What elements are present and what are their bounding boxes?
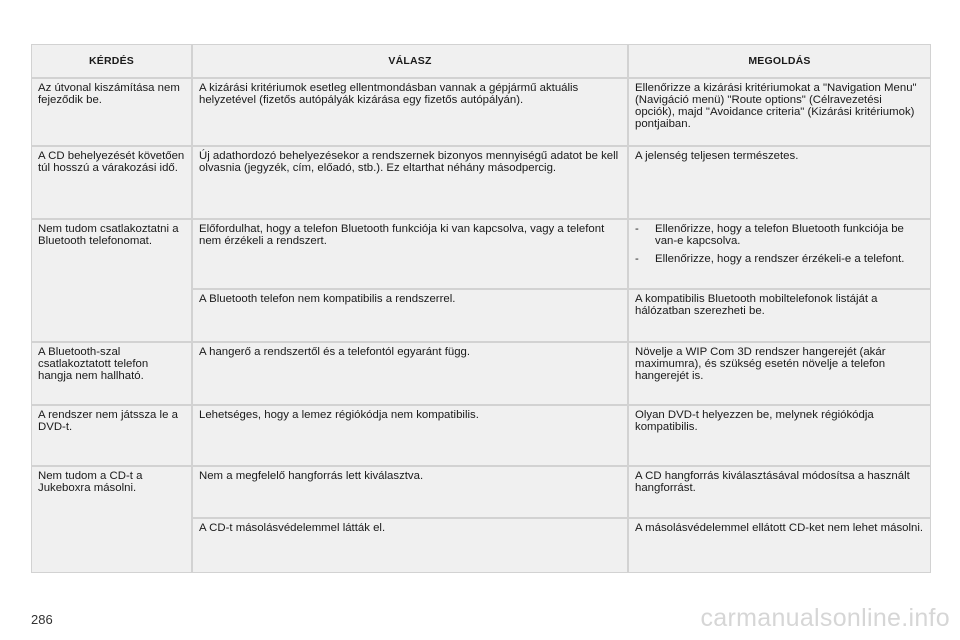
answer-cell: A Bluetooth telefon nem kompatibilis a rendszerrel. (192, 289, 628, 342)
solution-bullet-list (635, 223, 924, 265)
solution-cell: A CD hangforrás kiválasztásával módosítsa a használt hangforrást. (628, 466, 931, 518)
table-row (31, 342, 931, 405)
solution-cell (628, 219, 931, 289)
answer-cell: A CD-t másolásvédelemmel látták el. (192, 518, 628, 573)
list-item (635, 223, 924, 247)
bullet-text: Ellenőrizze, hogy a telefon Bluetooth funkciója be van-e kapcsolva. (655, 223, 904, 247)
question-cell: A CD behelyezését követően túl hosszú a várakozási idő. (31, 146, 192, 219)
answer-cell: Új adathordozó behelyezésekor a rendszernek bizonyos mennyiségű adatot be kell olvasnia (jegyzék, cím, előadó, stb.). Ez eltarthat néhány másodpercig. (192, 146, 628, 219)
watermark: carmanualsonline.info (700, 604, 950, 632)
question-cell: A rendszer nem játssza le a DVD-t. (31, 405, 192, 466)
list-item (635, 253, 924, 265)
header-solution: MEGOLDÁS (628, 44, 931, 78)
solution-cell: Ellenőrizze a kizárási kritériumokat a "Navigation Menu" (Navigáció menü) "Route options" (Célravezetési opciók), majd "Avoidance criteria" (Kizárási kritériumok) pontjaiban. (628, 78, 931, 146)
table-row (31, 405, 931, 466)
bullet-text: Ellenőrizze, hogy a rendszer érzékeli-e a telefont. (655, 253, 905, 265)
table-row (31, 219, 931, 289)
question-cell: Nem tudom csatlakoztatni a Bluetooth telefonomat. (31, 219, 192, 342)
answer-cell: Előfordulhat, hogy a telefon Bluetooth funkciója ki van kapcsolva, vagy a telefont nem érzékeli a rendszert. (192, 219, 628, 289)
solution-cell: Olyan DVD-t helyezzen be, melynek régiókódja kompatibilis. (628, 405, 931, 466)
solution-cell: A kompatibilis Bluetooth mobiltelefonok listáját a hálózatban szerezheti be. (628, 289, 931, 342)
solution-cell: Növelje a WIP Com 3D rendszer hangerejét (akár maximumra), és szükség esetén növelje a telefon hangerejét is. (628, 342, 931, 405)
header-question: KÉRDÉS (31, 44, 192, 78)
page-number: 286 (31, 612, 53, 627)
table-header-row (31, 44, 931, 78)
faq-table (31, 44, 931, 573)
bullet-dash: - (635, 253, 639, 265)
answer-cell: Lehetséges, hogy a lemez régiókódja nem kompatibilis. (192, 405, 628, 466)
question-cell: Az útvonal kiszámítása nem fejeződik be. (31, 78, 192, 146)
answer-cell: A kizárási kritériumok esetleg ellentmondásban vannak a gépjármű aktuális helyzetével (fizetős autópályák kizárása egy fizetős autópályán). (192, 78, 628, 146)
answer-cell: Nem a megfelelő hangforrás lett kiválasztva. (192, 466, 628, 518)
answer-cell: A hangerő a rendszertől és a telefontól egyaránt függ. (192, 342, 628, 405)
solution-cell: A jelenség teljesen természetes. (628, 146, 931, 219)
question-cell: A Bluetooth-szal csatlakoztatott telefon hangja nem hallható. (31, 342, 192, 405)
table-row (31, 146, 931, 219)
solution-cell: A másolásvédelemmel ellátott CD-ket nem lehet másolni. (628, 518, 931, 573)
question-cell: Nem tudom a CD-t a Jukeboxra másolni. (31, 466, 192, 573)
table-row (31, 466, 931, 518)
header-answer: VÁLASZ (192, 44, 628, 78)
bullet-dash: - (635, 223, 639, 235)
table-row (31, 78, 931, 146)
